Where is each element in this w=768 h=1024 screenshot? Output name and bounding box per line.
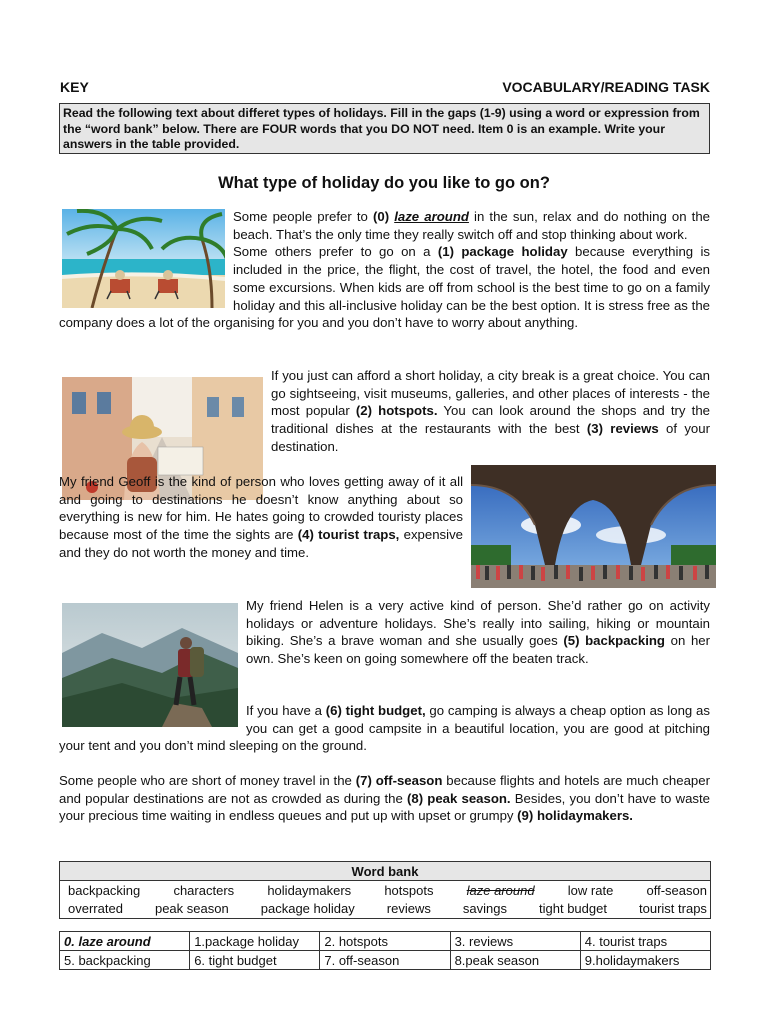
answer-cell: 8.peak season [450, 951, 580, 970]
word-bank-item: holidaymakers [267, 883, 352, 898]
paragraph-4 [246, 597, 710, 668]
page-title: What type of holiday do you like to go on? [218, 174, 550, 192]
p2-text-a: If you just can afford a short holiday, a city break is a great choice. You can go sightseeing, visit museums, galleries, and other places of interests - the most popular [271, 368, 710, 419]
word-bank-body [60, 881, 711, 919]
p6-text-c: Besides, you don’t have to waste your precious time waiting in endless queues and put up with upset or grumpy [59, 790, 710, 824]
p3-text-b: expensive and they do not worth the money and time. [59, 527, 464, 560]
paragraph-3 [59, 473, 710, 597]
answer-cell: 4. tourist traps [580, 932, 710, 951]
word-bank-item-used: laze around [466, 883, 535, 898]
word-bank-row-2 [60, 899, 710, 918]
paragraph-1 [59, 208, 710, 332]
p1-text-c: Some others prefer to go on a [233, 244, 438, 260]
gap-5-answer: (5) backpacking [563, 633, 665, 649]
word-bank-item: backpacking [68, 883, 141, 898]
word-bank-item: reviews [386, 901, 431, 916]
answer-cell-example: 0. laze around [60, 932, 190, 951]
gap-0-answer: laze around [394, 209, 469, 224]
p4-text-a: My friend Helen is a very active kind of person. She’d rather go on activity holidays or adventure holidays. She’s really into sailing, hiking or mountain biking. She’s a brave woman and she usually goes [246, 598, 710, 649]
p5-text-b: go camping is always a cheap option as long as you can get a good campsite in a beautiful location, you are good at pitching your tent and you don’t mind sleeping on the ground. [59, 703, 710, 754]
answer-cell: 7. off-season [320, 951, 450, 970]
gap-9-answer: (9) holidaymakers. [517, 808, 633, 824]
p3-text-a: My friend Geoff is the kind of person who loves getting away of it all and going to destinations he doesn’t know anything about so everything is new for him. He hates going to crowded touristy places because most of the time the sights are [59, 474, 463, 543]
word-bank-item: savings [462, 901, 507, 916]
answer-cell: 1.package holiday [190, 932, 320, 951]
gap-7-answer: (7) off-season [355, 773, 443, 788]
p1-text-b: in the sun, relax and do nothing on the beach. That’s the only time they really switch off and stop thinking about work. [233, 209, 711, 242]
p5-text-a: If you have a [246, 703, 326, 718]
word-bank-item: tight budget [539, 901, 607, 916]
answer-table [59, 931, 711, 970]
task-label: VOCABULARY/READING TASK [502, 79, 710, 95]
answer-cell: 3. reviews [450, 932, 580, 951]
word-bank-title: Word bank [60, 862, 711, 881]
key-label: KEY [60, 79, 89, 95]
gap-2-answer: (2) hotspots. [355, 403, 438, 419]
gap-8-answer: (8) peak season. [407, 790, 511, 806]
paragraph-6 [59, 772, 710, 825]
answer-cell: 2. hotspots [320, 932, 450, 951]
gap-1-answer: (1) package holiday [437, 244, 568, 260]
word-bank-item: tourist traps [639, 901, 707, 916]
float-spacer-hiker [59, 702, 246, 737]
answer-cell: 6. tight budget [190, 951, 320, 970]
answer-cell: 9.holidaymakers [580, 951, 710, 970]
float-spacer-beach [59, 208, 233, 311]
word-bank-item: overrated [68, 901, 123, 916]
p6-text-b: because flights and hotels are much cheaper and popular destinations are not as crowded as during the [59, 773, 710, 806]
word-bank-item: peak season [154, 901, 229, 916]
word-bank-item: low rate [567, 883, 614, 898]
paragraph-5 [59, 702, 710, 755]
p2-text-c: of your destination. [271, 421, 710, 454]
word-bank-table [59, 861, 711, 919]
instructions-box: Read the following text about differet types of holidays. Fill in the gaps (1-9) using a word or expression from the “word bank” below. There are FOUR words that you DO NOT need. Item 0 is an example. Write your answers in the table provided. [59, 103, 710, 154]
p1-text-a: Some people prefer to [233, 209, 373, 224]
paragraph-2 [271, 367, 710, 456]
word-bank-item: package holiday [260, 901, 355, 916]
p4-text-b: on her own. She’s keen on going somewhere off the beaten track. [246, 633, 710, 667]
gap-4-answer: (4) tourist traps, [297, 527, 400, 543]
word-bank-item: characters [173, 883, 235, 898]
word-bank-row-1 [60, 881, 710, 899]
answer-cell: 5. backpacking [60, 951, 190, 970]
answer-row [60, 951, 711, 970]
gap-6-answer: (6) tight budget, [325, 703, 426, 718]
answer-row [60, 932, 711, 951]
word-bank-item: hotspots [384, 883, 434, 898]
p1-text-d: because everything is included in the price, the flight, the cost of travel, the hotel, the food and even some excursions. When kids are off from school is the best time to go on a family holiday and this all-inclusive holiday can be the best option. It is stress free as the company does a lot of the organising for you and you don’t have to worry about anything. [59, 244, 711, 331]
word-bank-item: off-season [646, 883, 707, 898]
gap-0-number: (0) [372, 209, 395, 224]
p6-text-a: Some people who are short of money travel in the [59, 773, 356, 788]
float-spacer-eiffel [463, 473, 710, 597]
p2-text-b: You can look around the shops and try the traditional dishes at the restaurants with the best [271, 403, 710, 437]
gap-3-answer: (3) reviews [586, 421, 659, 437]
